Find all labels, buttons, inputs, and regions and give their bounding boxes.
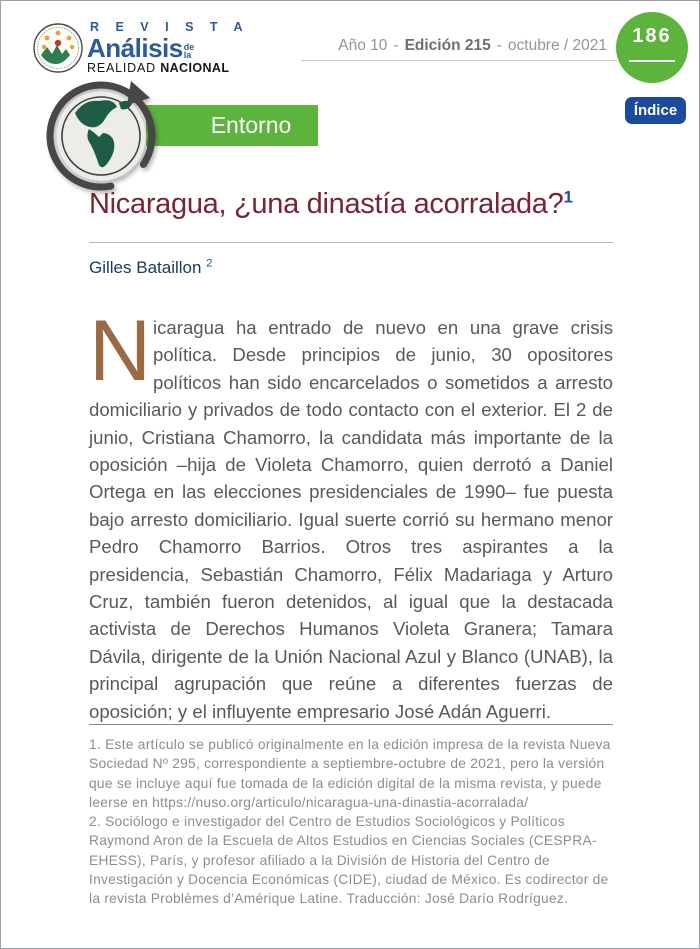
page-number-badge [616,12,688,83]
author-footnote-ref: 2 [206,257,213,270]
page-number-underline [629,60,675,62]
article-title: Nicaragua, ¿una dinastía acorralada?$^1$ [89,187,573,220]
article-author: Gilles Bataillon $^2$ [89,257,213,277]
section-label: Entorno [210,112,292,138]
article-body: Nicaragua ha entrado de nuevo en una grave crisis política. Desde principios de junio, 30 opositores políticos han sido encarcelados o sometidos a arresto domiciliario y privados de todo contacto con el exterior. El 2 de junio, Cristiana Chamorro, la candidata más importante de la oposición –hija de Violeta Chamorro, quien derrotó a Daniel Ortega en las elecciones presidenciales de 1990– fue puesta bajo arresto domiciliario. Igual suerte corrió su hermano menor Pedro Chamorro Barrios. Otros tres aspirantes a la presidencia, Sebastián Chamorro, Félix Madariaga y Arturo Cruz, también fueron detenidos, al igual que la destacada activista de Derechos Humanos Violeta Granera; Tamara Dávila, dirigente de la Unión Nacional Azul y Blanco (UNAB), la principal agrupación que reúne a diferentes fuerzas de oposición; y el influyente empresario José Adán Aguerri. [89,302,613,722]
university-seal-icon [33,23,83,73]
dropcap: N [89,302,152,399]
journal-logotype [87,21,249,74]
footnote-2: 2. Sociólogo e investigador del Centro de Estudios Sociológicos y Políticos Raymond Aron de la Escuela de Altos Estudios en Ciencias Sociales (CESPRA-EHESS), París, y profesor afiliado a la División de Historia del Centro de Investigación y Docencia Económicas (CIDE), ciudad de México. Es codirector de la revista Problèmes d’Amérique Latine. Traducción: José Darío Rodríguez. [89,814,609,907]
header-divider [301,60,617,61]
edition-number: Edición 215 [404,37,491,54]
logo-realidad-nacional-text: REALIDAD NACIONAL [87,60,230,75]
section-banner [146,105,318,146]
logo-analisis-text: Análisis [87,32,183,63]
page-number: 186 [632,25,672,47]
footnote-1: 1. Este artículo se publicó originalmente en la edición impresa de la revista Nueva Sociedad Nº 295, correspondiente a septiembre-octubre de 2021, pero la versión que se incluye aquí fue tomada de la edición digital de la misma revista, y puede leerse en https://nuso.org/articulo/nicaragua-una-dinastia-acorralada/ [89,737,611,810]
globe-icon [45,79,159,193]
logo-dela-text: de la [183,41,195,60]
edition-info: Año 10 - Edición 215 - octubre / 2021 [338,37,607,54]
title-footnote-ref: 1 [563,187,573,207]
logo-revista-text: R E V I S T A [90,20,250,34]
article [89,189,613,725]
journal-masthead [33,21,249,74]
edition-year: Año 10 [338,37,388,54]
footnotes [89,724,613,909]
index-button[interactable]: Índice [625,97,686,124]
edition-date: octubre / 2021 [507,37,607,54]
title-divider [89,242,613,243]
